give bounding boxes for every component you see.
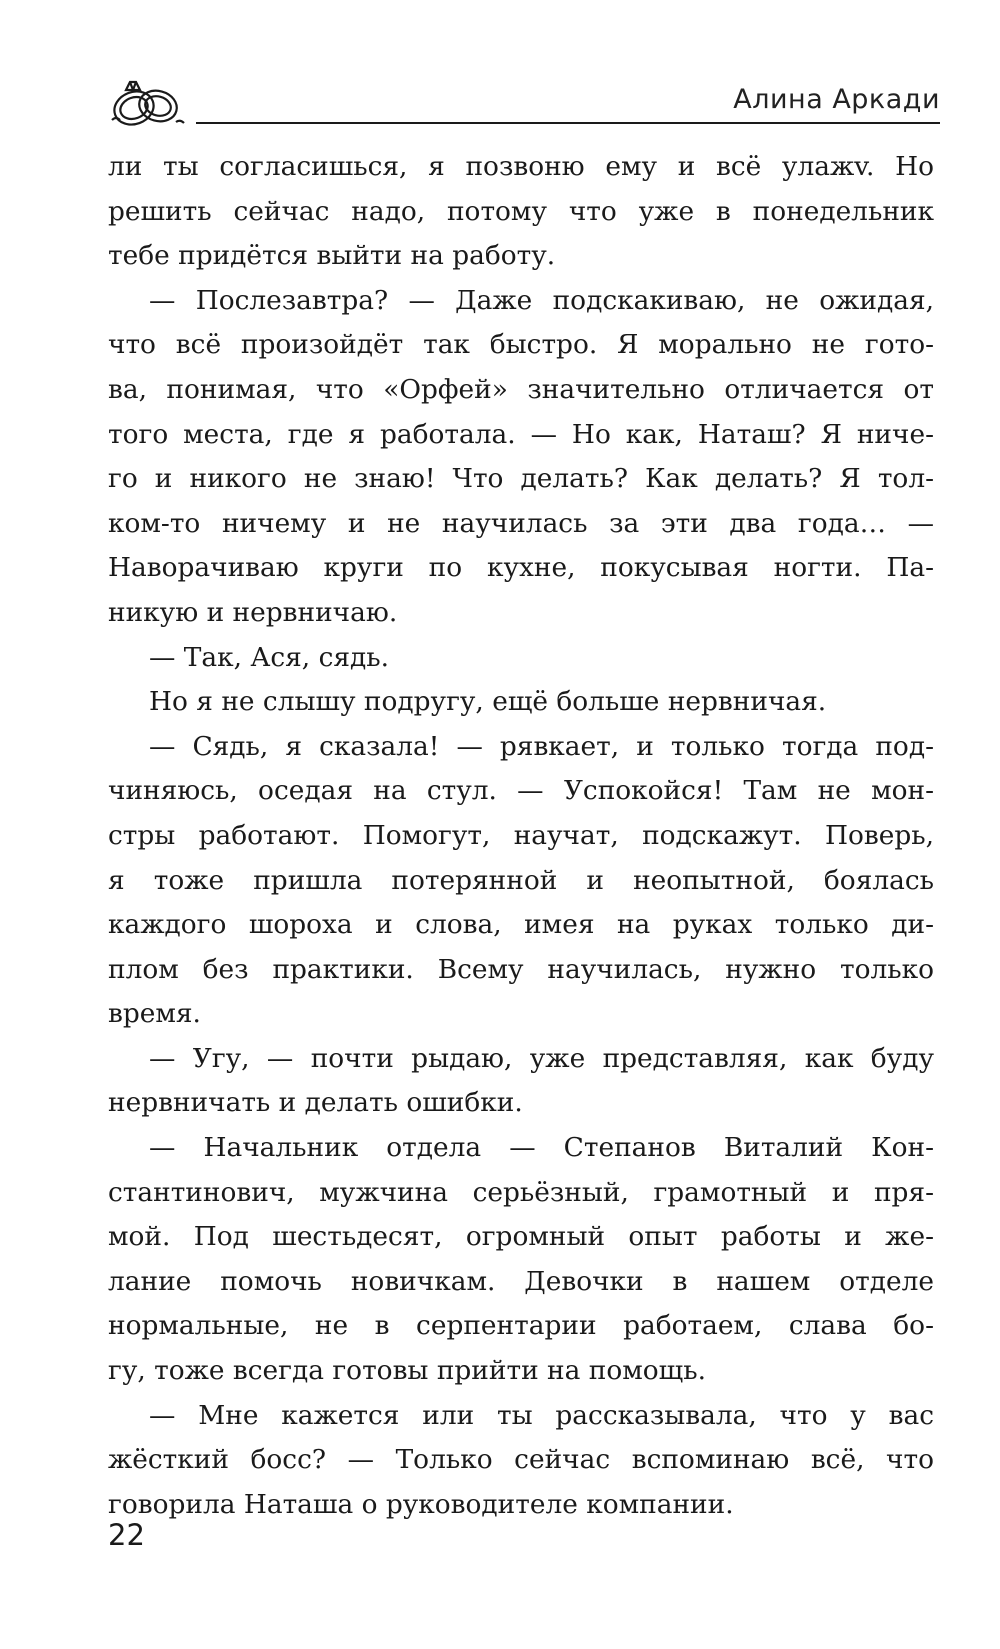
text-line: стры работают. Помогут, научат, подскажут. Поверь, bbox=[108, 819, 934, 851]
text-line: говорила Наташа о руководителе компании. bbox=[108, 1488, 734, 1520]
text-line: лание помочь новичкам. Девочки в нашем отделе bbox=[108, 1265, 934, 1297]
body-text bbox=[108, 145, 934, 1527]
text-line: время. bbox=[108, 998, 201, 1030]
text-line: я тоже пришла потерянной и неопытной, боялась bbox=[108, 864, 934, 896]
text-line: что всё произойдёт так быстро. Я морально не гото- bbox=[108, 329, 934, 361]
text-line: чиняюсь, оседая на стул. — Успокойся! Там не мон- bbox=[108, 775, 934, 807]
text-line: — Мне кажется или ты рассказывала, что у вас bbox=[149, 1399, 934, 1431]
text-line: — Так, Ася, сядь. bbox=[149, 641, 390, 673]
text-line: стантинович, мужчина серьёзный, грамотный и пря- bbox=[108, 1176, 934, 1208]
text-line: ва, понимая, что «Орфей» значительно отличается от bbox=[108, 373, 934, 405]
text-line: жёсткий босс? — Только сейчас вспоминаю всё, что bbox=[108, 1444, 934, 1476]
text-line: каждого шороха и слова, имея на руках только ди- bbox=[108, 909, 934, 941]
text-line: — Сядь, я сказала! — рявкает, и только тогда под- bbox=[149, 730, 934, 762]
text-line: нервничать и делать ошибки. bbox=[108, 1087, 523, 1119]
text-line: — Послезавтра? — Даже подскакиваю, не ожидая, bbox=[149, 284, 934, 316]
text-line: решить сейчас надо, потому что уже в понедельник bbox=[108, 195, 934, 227]
header-rule bbox=[196, 122, 940, 124]
text-line: плом без практики. Всему научилась, нужно только bbox=[108, 953, 934, 985]
text-line: нормальные, не в серпентарии работаем, слава бо- bbox=[108, 1310, 934, 1342]
page-number: 22 bbox=[108, 1518, 145, 1552]
text-line: го и никого не знаю! Что делать? Как делать? Я тол- bbox=[108, 463, 934, 495]
text-line: Но я не слышу подругу, ещё больше нервничая. bbox=[149, 686, 827, 718]
author-running-head: Алина Аркади bbox=[733, 84, 940, 115]
text-line: — Начальник отдела — Степанов Виталий Кон- bbox=[149, 1132, 934, 1164]
wedding-rings-icon bbox=[106, 76, 190, 130]
text-line: гу, тоже всегда готовы прийти на помощь. bbox=[108, 1355, 706, 1387]
text-line: ли ты согласишься, я позвоню ему и всё улажv. Но bbox=[108, 151, 934, 182]
text-line: мой. Под шестьдесят, огромный опыт работы и же- bbox=[108, 1221, 934, 1253]
text-line: ком-то ничему и не научилась за эти два года… — bbox=[108, 507, 934, 539]
page-header bbox=[100, 72, 940, 132]
text-line: того места, где я работала. — Но как, Наташ? Я ниче- bbox=[108, 418, 934, 450]
text-line: тебе придётся выйти на работу. bbox=[108, 240, 556, 272]
text-line: — Угу, — почти рыдаю, уже представляя, как буду bbox=[149, 1042, 934, 1074]
text-line: никую и нервничаю. bbox=[108, 596, 398, 628]
text-line: Наворачиваю круги по кухне, покусывая ногти. Па- bbox=[108, 552, 934, 584]
